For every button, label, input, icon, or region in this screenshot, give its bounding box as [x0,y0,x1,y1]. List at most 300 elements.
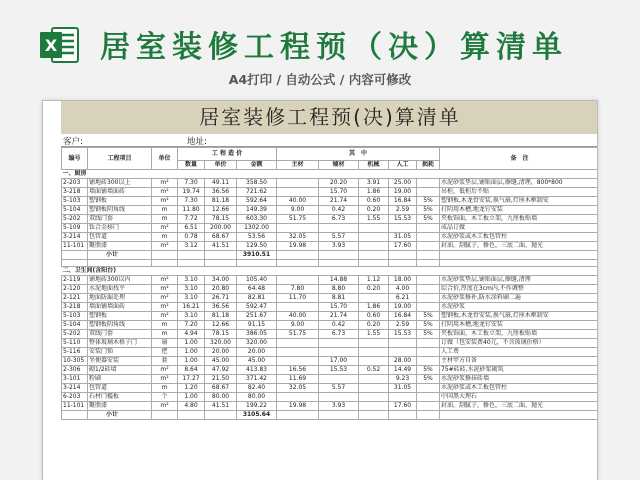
table-cell: 19.98 [277,242,319,251]
section-title: 一、厨房 [62,170,599,179]
table-cell: 2-203 [62,179,88,188]
table-cell: 5% [417,375,440,384]
table-cell [417,179,440,188]
table-cell: 6-203 [62,393,88,402]
col-main: 主材 [277,161,319,170]
table-cell [417,303,440,312]
table-cell: 19.74 [178,188,205,197]
table-cell: 413.83 [237,366,277,375]
table-cell: 7.30 [178,179,205,188]
table-cell: m [152,321,178,330]
table-cell: 5% [417,321,440,330]
table-cell [417,411,440,420]
table-cell [417,384,440,393]
table-cell: 3.10 [178,294,205,303]
table-cell: 水泥砂浆垫层,铺贴面层,擦缝,清理，800*800 [440,179,599,188]
col-of-which: 其 中 [277,148,440,161]
table-cell: 36.56 [205,188,237,197]
table-cell: m² [152,188,178,197]
table-cell: 0.42 [319,206,359,215]
table-body [62,170,599,420]
table-cell: 32.05 [277,384,319,393]
table-cell: 水泥地面找平 [88,285,152,294]
svg-text:X: X [44,36,58,55]
table-cell: 主材甲方自备 [440,357,599,366]
table-cell: 墙面铺墙面砖 [88,303,152,312]
table-cell: 5-104 [62,206,88,215]
table-cell [359,224,389,233]
table-cell: 5% [417,366,440,375]
table-row [62,330,599,339]
table-cell: 3-214 [62,233,88,242]
table-row [62,321,599,330]
table-cell: 3-214 [62,384,88,393]
table-cell: 8.80 [319,285,359,294]
table-cell: 40.00 [277,197,319,206]
table-cell [319,375,359,384]
sheet-title: 居室装修工程预(决)算清单 [61,101,598,134]
table-cell: 20.80 [205,285,237,294]
table-cell: 聚脂漆 [88,402,152,411]
table-cell: 8.64 [178,366,205,375]
table-cell: 49.11 [205,179,237,188]
page-header [0,0,640,95]
table-cell: m² [152,179,178,188]
subtotal-value: 3910.51 [237,251,277,260]
table-cell: 0.42 [319,321,359,330]
table-cell [277,393,319,402]
table-cell: 8.81 [319,294,359,303]
table-cell: 149.39 [237,206,277,215]
table-row [62,233,599,242]
table-row [62,276,599,285]
table-cell: 15.53 [389,330,417,339]
table-cell [319,339,359,348]
table-cell: 9.00 [277,206,319,215]
table-cell [277,276,319,285]
table-cell: 0.60 [359,197,389,206]
table-cell [319,260,359,267]
table-cell: 砌1/2砖墙 [88,366,152,375]
table-cell [319,411,359,420]
table-cell: 36.56 [205,303,237,312]
table-cell: 19.00 [389,188,417,197]
table-cell: 5-110 [62,339,88,348]
table-cell [417,242,440,251]
table-cell: 2-119 [62,276,88,285]
table-row [62,179,599,188]
table-cell: 塑钢板阴角线 [88,321,152,330]
table-cell: 19.00 [389,303,417,312]
table-cell [359,357,389,366]
table-cell: 14.49 [389,366,417,375]
table-cell [417,188,440,197]
table-cell [417,402,440,411]
table-cell: 夹板饰面，木工板立架，九厘板贴墙 [440,330,599,339]
table-cell: 中国黑大理石 [440,393,599,402]
table-cell [319,393,359,402]
table-cell: 14.88 [319,276,359,285]
table-cell [319,251,359,260]
table-row [62,242,599,251]
table-cell: 1.12 [359,276,389,285]
table-row [62,224,599,233]
blank-row [62,260,599,267]
table-cell [359,242,389,251]
table-cell: 聚脂漆 [88,242,152,251]
table-cell: 28.00 [389,357,417,366]
col-amount: 金额 [237,161,277,170]
table-cell: 2.59 [389,206,417,215]
table-row [62,357,599,366]
table-cell: 26.71 [205,294,237,303]
table-cell: 塑钢板 [88,197,152,206]
table-cell: 双线门套 [88,330,152,339]
table-cell [389,348,417,357]
table-cell: 3.10 [178,285,205,294]
table-cell: 水泥砂浆或木工板包管柱 [440,384,599,393]
col-unit: 单位 [152,148,178,170]
table-cell [389,411,417,420]
table-cell: 4.80 [178,402,205,411]
table-cell: 扇 [152,339,178,348]
table-cell: 成品订做 [440,224,599,233]
table-cell: 粉刷 [88,375,152,384]
table-cell: 0.20 [359,285,389,294]
table-cell: 25.00 [389,179,417,188]
table-cell: 7.72 [178,215,205,224]
table-cell: m [152,330,178,339]
table-cell: 1.00 [178,348,205,357]
table-cell: 5-202 [62,330,88,339]
page-subtitle: A4打印 / 自动公式 / 内容可修改 [228,72,412,87]
table-cell [277,188,319,197]
table-cell: 0.20 [359,321,389,330]
table-cell: 20.20 [319,179,359,188]
table-cell: 铺地砖300以上 [88,179,152,188]
table-cell: 3-218 [62,303,88,312]
table-cell: 15.70 [319,303,359,312]
table-cell [389,251,417,260]
table-cell: 721.62 [237,188,277,197]
table-cell: 16.56 [277,366,319,375]
table-cell: 6.73 [319,330,359,339]
table-cell: m² [152,303,178,312]
table-cell: 1.00 [178,339,205,348]
col-aux: 辅材 [319,161,359,170]
table-cell: 21.74 [319,197,359,206]
table-cell [359,294,389,303]
table-cell: 64.48 [237,285,277,294]
col-price: 单价 [205,161,237,170]
table-cell [417,285,440,294]
subtotal-label: 小计 [88,251,152,260]
col-cost: 工 程 造 价 [178,148,277,161]
table-cell [359,348,389,357]
table-cell [62,251,88,260]
table-cell: 18.00 [389,276,417,285]
table-cell: 6.73 [319,215,359,224]
col-qty: 数量 [178,161,205,170]
table-cell [205,260,237,267]
table-cell [359,402,389,411]
table-cell: 12.66 [205,206,237,215]
col-note: 备 注 [440,148,599,170]
table-cell [205,251,237,260]
table-cell: 20.00 [205,348,237,357]
table-cell: 5-116 [62,348,88,357]
table-cell: 81.18 [205,312,237,321]
table-cell [359,393,389,402]
table-cell [417,260,440,267]
address-label: 地址: [187,137,207,147]
table-cell: 17.60 [389,402,417,411]
table-cell: 68.67 [205,233,237,242]
table-row [62,285,599,294]
table-row [62,393,599,402]
table-cell: 打阴用木槽,地龙钉安装 [440,206,599,215]
table-cell: 塑钢板,木龙骨安装,换气扇,灯座木框制安 [440,312,599,321]
table-cell: 5-103 [62,312,88,321]
col-mech: 机械 [359,161,389,170]
table-cell: 7.30 [178,197,205,206]
table-cell: 2-121 [62,294,88,303]
table-cell: 11-101 [62,242,88,251]
table-cell: 5-103 [62,197,88,206]
table-cell: 51.75 [277,215,319,224]
table-row [62,215,599,224]
table-cell: 1.55 [359,330,389,339]
table-cell [440,411,599,420]
table-cell: 水泥砂浆修补,防水涂料刷二遍 [440,294,599,303]
table-cell: 5% [417,312,440,321]
table-cell: 9.23 [389,375,417,384]
table-cell: 105.40 [237,276,277,285]
table-cell: 11-101 [62,402,88,411]
excel-icon [38,24,80,66]
table-cell: 78.15 [205,330,237,339]
table-cell: 6.51 [178,224,205,233]
table-cell: 包管道 [88,233,152,242]
table-cell: m [152,233,178,242]
table-row [62,402,599,411]
table-cell: m² [152,285,178,294]
table-cell: 水泥砂浆 [440,303,599,312]
table-cell: 水泥砂浆垫层,铺贴面层,擦缝,清理 [440,276,599,285]
subtotal-row [62,251,599,260]
table-cell [417,224,440,233]
table-cell: 0.78 [178,233,205,242]
table-cell [277,303,319,312]
table-cell [359,260,389,267]
col-no: 编号 [62,148,88,170]
table-cell: 358.50 [237,179,277,188]
table-cell: 20.00 [237,348,277,357]
table-cell: 塑钢板,木龙骨安装,换气扇,灯座木框制安 [440,197,599,206]
table-cell: 78.15 [205,215,237,224]
table-cell: 整体玻璃木格子门 [88,339,152,348]
table-cell: 17.27 [178,375,205,384]
table-cell [417,393,440,402]
table-cell [359,384,389,393]
table-cell [389,339,417,348]
table-row [62,339,599,348]
table-cell: 铺地砖300以内 [88,276,152,285]
table-cell [417,233,440,242]
table-cell: 199.22 [237,402,277,411]
table-cell: 3.93 [319,242,359,251]
table-cell: 坐便器安装 [88,357,152,366]
table-cell: 1.00 [178,357,205,366]
table-cell: 2-306 [62,366,88,375]
table-cell: 水泥砂浆修抹砖墙 [440,375,599,384]
table-cell: 7.80 [277,285,319,294]
table-cell [62,411,88,420]
table-cell: 91.15 [237,321,277,330]
table-cell: 3-101 [62,375,88,384]
table-cell: 51.75 [277,330,319,339]
table-cell: 592.47 [237,303,277,312]
subtotal-value: 3105.64 [237,411,277,420]
table-cell: 5.57 [319,384,359,393]
table-cell: 31.05 [389,384,417,393]
table-cell: 套 [152,357,178,366]
table-cell [277,339,319,348]
table-cell: 11.70 [277,294,319,303]
table-cell: 3.12 [178,242,205,251]
table-cell: 1.20 [178,384,205,393]
table-cell: 3.91 [359,179,389,188]
section-header-row [62,170,599,179]
spreadsheet-preview [42,100,598,480]
table-cell [205,411,237,420]
table-cell [319,348,359,357]
table-cell: 68.67 [205,384,237,393]
table-cell: 封油，刮腻子，修色，三底二面，抛光 [440,242,599,251]
table-cell: 5% [417,215,440,224]
table-cell: m [152,384,178,393]
table-cell: 21.74 [319,312,359,321]
table-cell: 封油，刮腻子，修色，三底二面，抛光 [440,402,599,411]
table-cell: 4.94 [178,330,205,339]
table-cell [417,348,440,357]
table-cell: 41.51 [205,402,237,411]
table-cell: m² [152,224,178,233]
table-cell: 0.60 [359,312,389,321]
subtotal-row [62,411,599,420]
table-cell: 12.66 [205,321,237,330]
table-cell: 15.53 [319,366,359,375]
table-cell: 5-109 [62,224,88,233]
section-title: 二、卫生间(含阳台) [62,267,599,276]
table-cell [440,251,599,260]
col-loss: 损耗 [417,161,440,170]
table-cell: 5-202 [62,215,88,224]
table-cell: 水泥砂浆或木工板包管柱 [440,233,599,242]
table-cell: 夹板饰面，木工板立架，九厘板贴墙 [440,215,599,224]
table-cell: 320.00 [205,339,237,348]
table-cell [178,251,205,260]
table-cell: 塑钢板阴角线 [88,206,152,215]
table-cell: m² [152,402,178,411]
table-cell: 综合价,厚度在3cm内,不作调整 [440,285,599,294]
table-cell [277,179,319,188]
table-cell [277,260,319,267]
table-cell: 打阴用木槽,地龙钉安装 [440,321,599,330]
table-cell: 34.00 [205,276,237,285]
table-cell [88,260,152,267]
table-cell [359,375,389,384]
table-cell: m² [152,366,178,375]
table-cell: 9.00 [277,321,319,330]
table-cell [359,251,389,260]
table-cell: 75#砖砖,水泥砂浆砌筑 [440,366,599,375]
table-cell: 订做（包安装费40元，不含玻璃价格） [440,339,599,348]
table-row [62,312,599,321]
table-cell: 16.84 [389,312,417,321]
table-cell [417,339,440,348]
table-cell: 82.81 [237,294,277,303]
table-cell: m² [152,276,178,285]
table-cell: 3.93 [319,402,359,411]
table-cell: 129.50 [237,242,277,251]
table-cell: 吊柜，低柜后不贴 [440,188,599,197]
table-cell: 0.52 [359,366,389,375]
table-cell: 40.00 [277,312,319,321]
table-cell [62,260,88,267]
table-cell: 45.00 [237,357,277,366]
table-cell: m [152,206,178,215]
table-cell [178,411,205,420]
table-cell: 1.00 [178,393,205,402]
table-cell: 1.86 [359,188,389,197]
budget-table [61,147,598,420]
table-cell [178,260,205,267]
table-cell [152,411,178,420]
table-cell: 592.64 [237,197,277,206]
table-cell: 3-218 [62,188,88,197]
table-row [62,303,599,312]
table-cell [277,224,319,233]
table-cell: 0.20 [359,206,389,215]
table-row [62,384,599,393]
table-cell: 386.05 [237,330,277,339]
table-cell: m² [152,312,178,321]
table-cell: 17.00 [319,357,359,366]
table-cell [389,224,417,233]
table-cell: 1.86 [359,303,389,312]
table-row [62,294,599,303]
table-cell: 6.21 [389,294,417,303]
table-cell: 11.69 [277,375,319,384]
table-cell: 17.60 [389,242,417,251]
table-cell [277,251,319,260]
table-cell: 包管道 [88,384,152,393]
table-cell: 7.20 [178,321,205,330]
table-cell: 4.00 [389,285,417,294]
table-cell [152,260,178,267]
table-cell [277,348,319,357]
table-cell: 5% [417,197,440,206]
table-cell [389,393,417,402]
table-cell: 2.59 [389,321,417,330]
table-cell: 45.00 [205,357,237,366]
table-cell: 80.00 [237,393,277,402]
table-cell [277,411,319,420]
table-cell: 5% [417,330,440,339]
table-cell [359,411,389,420]
table-cell: 41.51 [205,242,237,251]
